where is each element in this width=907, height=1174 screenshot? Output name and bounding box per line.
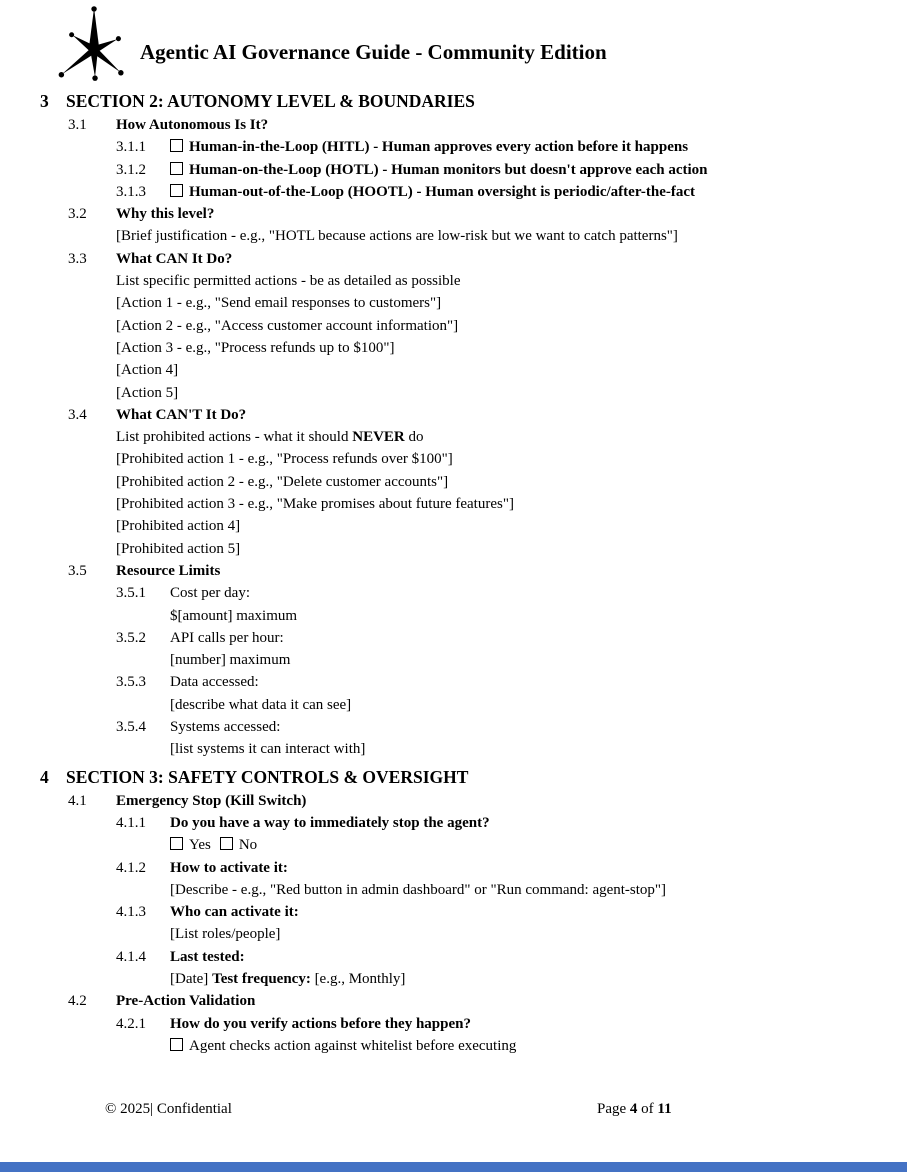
- text-segment: NEVER: [352, 429, 405, 446]
- text-segment: Why this level?: [116, 206, 215, 223]
- text-segment: [Prohibited action 3 - e.g., "Make promises about future features"]: [116, 496, 514, 513]
- subsection-line: [0, 990, 907, 1012]
- body-text-line: [0, 538, 907, 560]
- page-of-label: of: [637, 1101, 658, 1117]
- item-number: 3.4: [68, 406, 87, 423]
- body-text-line: [0, 834, 907, 856]
- body-text-line: [0, 738, 907, 760]
- text-segment: [number] maximum: [170, 652, 291, 669]
- body-text-line: [0, 270, 907, 292]
- text-segment: [Action 2 - e.g., "Access customer account information"]: [116, 317, 459, 334]
- text-segment: Resource Limits: [116, 562, 221, 579]
- item-number: 4.1.2: [116, 859, 146, 876]
- page-current: 4: [629, 1101, 638, 1117]
- text-segment: How do you verify actions before they happen?: [170, 1015, 471, 1032]
- text-segment: Cost per day:: [170, 585, 250, 602]
- subsection-line: [0, 404, 907, 426]
- body-text-line: [0, 649, 907, 671]
- subsubsection-line: [0, 716, 907, 738]
- text-segment: SECTION 2: AUTONOMY LEVEL & BOUNDARIES: [66, 91, 475, 111]
- item-number: 4.1: [68, 792, 87, 809]
- body-text-line: [0, 426, 907, 448]
- text-segment: What CAN It Do?: [116, 250, 233, 267]
- item-number: 3: [40, 91, 49, 111]
- subsubsection-line: [0, 1013, 907, 1035]
- text-segment: [Brief justification - e.g., "HOTL because actions are low-risk but we want to catch patterns"]: [116, 228, 678, 245]
- item-number: 4.2: [68, 993, 87, 1010]
- body-text-line: [0, 315, 907, 337]
- text-segment: Systems accessed:: [170, 719, 281, 736]
- item-number: 3.5.2: [116, 629, 146, 646]
- text-segment: [Prohibited action 2 - e.g., "Delete customer accounts"]: [116, 473, 449, 490]
- body-text-line: [0, 382, 907, 404]
- text-segment: Test frequency:: [212, 970, 311, 987]
- text-segment: [Prohibited action 5]: [116, 540, 241, 557]
- text-segment: How to activate it:: [170, 859, 288, 876]
- subsection-line: [0, 560, 907, 582]
- subsection-line: [0, 790, 907, 812]
- text-segment: [Action 3 - e.g., "Process refunds up to $100"]: [116, 339, 395, 356]
- text-segment: Yes: [189, 837, 211, 854]
- text-segment: Human-on-the-Loop (HOTL) - Human monitors but doesn't approve each action: [189, 161, 708, 178]
- page-total: 11: [657, 1101, 672, 1117]
- text-segment: What CAN'T It Do?: [116, 406, 247, 423]
- body-text-line: [0, 879, 907, 901]
- body-text-line: [0, 471, 907, 493]
- text-segment: [describe what data it can see]: [170, 696, 352, 713]
- body-text-line: [0, 493, 907, 515]
- body-text-line: [0, 448, 907, 470]
- item-number: 3.2: [68, 206, 87, 223]
- body-text-line: [0, 968, 907, 990]
- text-segment: List specific permitted actions - be as detailed as possible: [116, 273, 461, 290]
- body-text-line: [0, 225, 907, 247]
- item-number: 4.2.1: [116, 1015, 146, 1032]
- body-text-line: [0, 1035, 907, 1057]
- text-segment: [Describe - e.g., "Red button in admin dashboard" or "Run command: agent-stop"]: [170, 881, 667, 898]
- subsubsection-line: [0, 857, 907, 879]
- text-segment: Who can activate it:: [170, 904, 299, 921]
- text-segment: Last tested:: [170, 948, 245, 965]
- text-segment: Do you have a way to immediately stop the agent?: [170, 814, 490, 831]
- item-number: 4.1.4: [116, 948, 146, 965]
- document-body: [0, 88, 907, 1057]
- subsubsection-line: [0, 812, 907, 834]
- copyright-text: © 2025| Confidential: [105, 1101, 232, 1117]
- item-number: 3.5.3: [116, 674, 146, 691]
- item-number: 3.1.3: [116, 183, 146, 200]
- body-text-line: [0, 337, 907, 359]
- page-label: Page: [597, 1101, 630, 1117]
- body-text-line: [0, 694, 907, 716]
- item-number: 3.1.1: [116, 139, 146, 156]
- text-segment: [List roles/people]: [170, 926, 281, 943]
- text-segment: [Prohibited action 1 - e.g., "Process refunds over $100"]: [116, 451, 453, 468]
- text-segment: [e.g., Monthly]: [310, 970, 406, 987]
- item-number: 3.5.4: [116, 719, 146, 736]
- section-heading-line: [0, 764, 907, 790]
- text-segment: No: [238, 837, 258, 854]
- text-segment: Pre-Action Validation: [116, 993, 256, 1010]
- text-segment: [Prohibited action 4]: [116, 518, 241, 535]
- text-segment: [list systems it can interact with]: [170, 741, 366, 758]
- item-number: 3.3: [68, 250, 87, 267]
- subsubsection-line: [0, 946, 907, 968]
- footer-accent-bar: [0, 1162, 907, 1172]
- subsubsection-line: [0, 671, 907, 693]
- checkbox-icon: [170, 1038, 183, 1051]
- star-spark-logo-icon: [52, 6, 140, 84]
- text-segment: do: [404, 429, 424, 446]
- text-segment: Human-in-the-Loop (HITL) - Human approves every action before it happens: [189, 139, 689, 156]
- subsubsection-line: [0, 901, 907, 923]
- text-segment: [Date]: [170, 970, 213, 987]
- text-segment: Human-out-of-the-Loop (HOOTL) - Human oversight is periodic/after-the-fact: [189, 183, 696, 200]
- text-segment: Data accessed:: [170, 674, 259, 691]
- page-number-text: [597, 1101, 672, 1118]
- subsubsection-line: [0, 159, 907, 181]
- checkbox-icon: [170, 837, 183, 850]
- item-number: 3.5: [68, 562, 87, 579]
- text-segment: [Action 5]: [116, 384, 179, 401]
- document-header: [0, 0, 907, 86]
- item-number: 4: [40, 766, 49, 787]
- body-text-line: [0, 292, 907, 314]
- text-segment: [Action 1 - e.g., "Send email responses to customers"]: [116, 295, 442, 312]
- subsubsection-line: [0, 627, 907, 649]
- subsection-line: [0, 114, 907, 136]
- subsection-line: [0, 203, 907, 225]
- subsection-line: [0, 248, 907, 270]
- subsubsection-line: [0, 136, 907, 158]
- checkbox-icon: [220, 837, 233, 850]
- checkbox-icon: [170, 184, 183, 197]
- text-segment: How Autonomous Is It?: [116, 117, 269, 133]
- checkbox-icon: [170, 139, 183, 152]
- text-segment: Agent checks action against whitelist before executing: [189, 1037, 517, 1054]
- item-number: 3.1: [68, 117, 87, 133]
- body-text-line: [0, 923, 907, 945]
- item-number: 4.1.1: [116, 814, 146, 831]
- text-segment: API calls per hour:: [170, 629, 284, 646]
- subsubsection-line: [0, 181, 907, 203]
- text-segment: SECTION 3: SAFETY CONTROLS & OVERSIGHT: [66, 766, 469, 787]
- item-number: 3.5.1: [116, 585, 146, 602]
- checkbox-icon: [170, 162, 183, 175]
- section-heading-line: [0, 88, 907, 114]
- text-segment: [Action 4]: [116, 362, 179, 379]
- item-number: 3.1.2: [116, 161, 146, 178]
- body-text-line: [0, 605, 907, 627]
- text-segment: Emergency Stop (Kill Switch): [116, 792, 307, 809]
- body-text-line: [0, 515, 907, 537]
- body-text-line: [0, 359, 907, 381]
- text-segment: List prohibited actions - what it should: [116, 429, 353, 446]
- document-title: Agentic AI Governance Guide - Community Edition: [140, 40, 607, 64]
- subsubsection-line: [0, 582, 907, 604]
- text-segment: $[amount] maximum: [170, 607, 298, 624]
- item-number: 4.1.3: [116, 904, 146, 921]
